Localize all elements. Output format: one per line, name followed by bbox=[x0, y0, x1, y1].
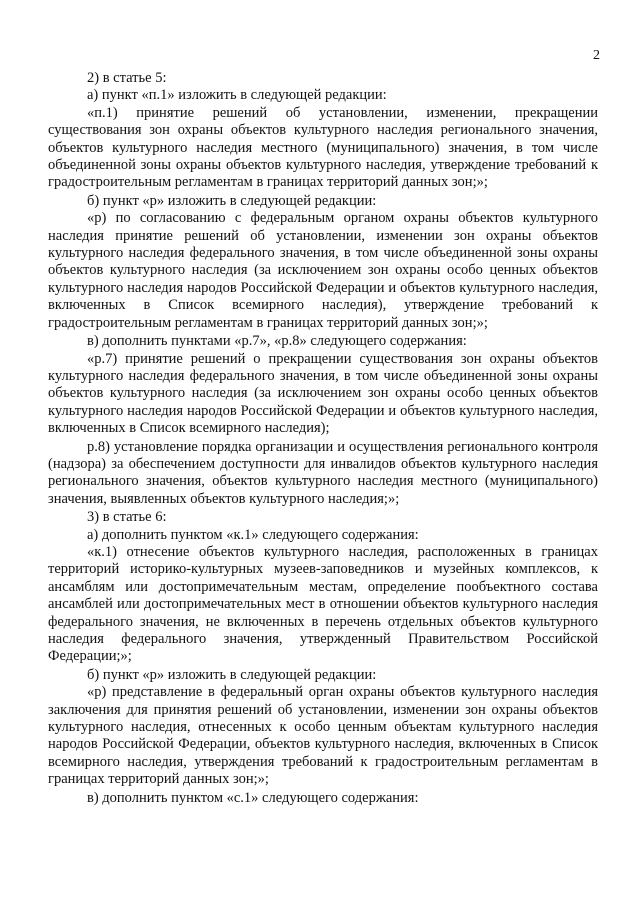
paragraph-item-p1-intro: а) пункт «п.1» изложить в следующей редакции: bbox=[87, 87, 387, 104]
paragraph-article5-heading: 2) в статье 5: bbox=[87, 70, 167, 86]
paragraph-article6-heading: 3) в статье 6: bbox=[87, 509, 167, 526]
paragraph-items-r7-r8-intro: в) дополнить пунктами «р.7», «р.8» следующего содержания: bbox=[87, 333, 467, 350]
paragraph-item-r-intro-2: б) пункт «р» изложить в следующей редакции: bbox=[87, 666, 377, 683]
paragraph-item-r7-text: «р.7) принятие решений о прекращении существования зон охраны объектов культурного наследия федерального значения, в том числе объединенной зоны охраны объектов культурного наследия (за исключением зон охраны особо ценных объектов культурного наследия народов Российской Федерации и объектов культурного наследия, включенных в Список всемирного наследия); bbox=[48, 350, 598, 437]
paragraph-item-k1-text: «к.1) отнесение объектов культурного наследия, расположенных в границах территорий историко-культурных музеев-заповедников и музейных комплексов, к ансамблям или достопримечательным местам, определение пообъектного состава ансамблей или достопримечательных мест в отношении объектов культурного наследия федерального значения, не включенных в перечень отдельных объектов культурного наследия федерального значения, утвержденный Правительством Российской Федерации;»; bbox=[48, 543, 598, 665]
paragraph-item-k1-intro: а) дополнить пунктом «к.1» следующего содержания: bbox=[87, 526, 419, 543]
page-number: 2 bbox=[593, 48, 600, 63]
paragraph-item-r-text-2: «р) представление в федеральный орган охраны объектов культурного наследия заключения для принятия решений об установлении, изменении зон охраны объектов культурного наследия, отнесенных к особо ценным объектам культурного наследия народов Российской Федерации, объектов культурного наследия, включенных в Список всемирного наследия, утверждения требований к градостроительным регламентам в границах территорий данных зон;»; bbox=[48, 684, 598, 788]
paragraph-item-r8-text: р.8) установление порядка организации и осуществления регионального контроля (надзора) за обеспечением доступности для инвалидов объектов культурного наследия регионального значения, объектов культурного наследия местного (муниципального) значения, выявленных объектов культурного наследия;»; bbox=[48, 438, 598, 507]
paragraph-item-r-text: «р) по согласованию с федеральным органом охраны объектов культурного наследия принятие решений об установлении, изменении зон охраны объектов культурного наследия федерального значения, в том числе объединенной зоны охраны объектов культурного наследия (за исключением зон охраны особо ценных объектов культурного наследия народов Российской Федерации и объектов культурного наследия, включенных в Список всемирного наследия), утверждение требований к градостроительным регламентам в границах территорий данных зон;»; bbox=[48, 210, 598, 331]
paragraph-item-r-intro: б) пункт «р» изложить в следующей редакции: bbox=[87, 192, 377, 209]
document-body bbox=[48, 70, 598, 807]
paragraph-item-s1-intro: в) дополнить пунктом «с.1» следующего содержания: bbox=[87, 789, 419, 806]
paragraph-item-p1-text: «п.1) принятие решений об установлении, изменении, прекращении существования зон охраны объектов культурного наследия регионального значения, объектов культурного наследия местного (муниципального) значения, в том числе объединенной зоны охраны объектов культурного наследия, утверждение требований к градостроительным регламентам в границах территорий данных зон;»; bbox=[48, 104, 598, 191]
